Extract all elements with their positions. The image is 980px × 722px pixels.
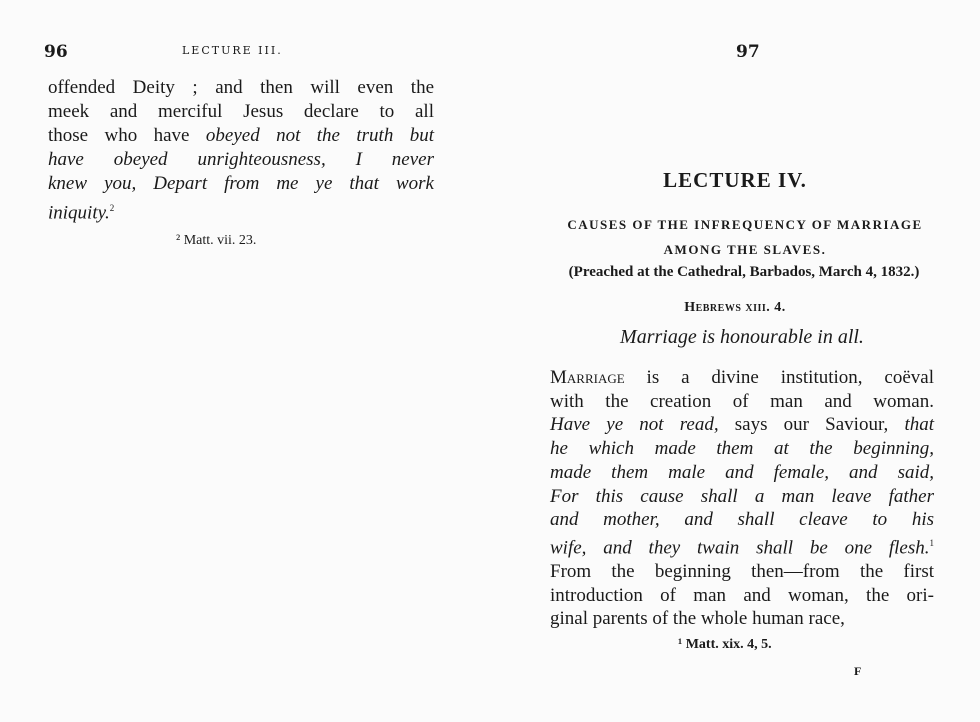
text-line (48, 148, 434, 172)
footnote: ² Matt. vii. 23. (176, 233, 257, 248)
text-segment: For this cause shall a man leave father (550, 485, 934, 507)
text-segment: is a divine institution, coëval (624, 367, 934, 388)
lecture-title: LECTURE IV. (663, 168, 807, 192)
right-page (490, 0, 980, 722)
text-segment: offended Deity ; and then will even the (48, 77, 434, 98)
text-line (48, 172, 434, 196)
text-line (48, 100, 434, 124)
text-line (550, 390, 934, 414)
body-text (550, 366, 934, 631)
text-line (48, 76, 434, 100)
page-number: 97 (736, 42, 760, 62)
footnote: ¹ Matt. xix. 4, 5. (678, 637, 772, 652)
text-segment: those who have (48, 125, 206, 146)
text-segment: From the beginning then—from the first (550, 560, 934, 582)
text-segment: made them male and female, and said, (550, 461, 934, 483)
text-line (550, 413, 934, 437)
subtitle-line-2: AMONG THE SLAVES. (663, 242, 827, 257)
footnote-marker: 1 (929, 537, 934, 548)
text-segment: have obeyed unrighteousness, I never (48, 149, 434, 170)
text-line (550, 532, 934, 560)
footnote-marker: 2 (109, 203, 115, 213)
subtitle-line-1: CAUSES OF THE INFREQUENCY OF MARRIAGE (567, 217, 923, 232)
text-segment: meek and merciful Jesus declare to all (48, 101, 434, 122)
text-line (550, 584, 934, 608)
text-segment: introduction of man and woman, the ori- (550, 584, 934, 606)
text-line (48, 124, 434, 148)
text-segment: iniquity. (48, 202, 110, 224)
signature-mark: F (854, 664, 862, 678)
text-segment: Marriage (550, 367, 625, 388)
text-segment: and mother, and shall cleave to his (550, 509, 934, 531)
text-segment: says our Saviour, (718, 414, 905, 436)
text-segment: obeyed not the truth but (205, 125, 434, 146)
body-text (48, 76, 434, 225)
text-line (550, 366, 934, 390)
text-line (550, 461, 934, 485)
text-line (550, 607, 934, 631)
preached-note: (Preached at the Cathedral, Barbados, March 4, 1832.) (568, 264, 920, 280)
running-head: LECTURE III. (182, 44, 283, 57)
text-segment: wife, and they twain shall be one flesh. (550, 537, 930, 559)
page-number: 96 (44, 42, 68, 62)
text-line (550, 437, 934, 461)
text-segment: he which made them at the beginning, (550, 438, 934, 460)
text-line (550, 508, 934, 532)
text-line (550, 485, 934, 509)
text-segment: that (904, 414, 934, 436)
scripture-reference: Hebrews xiii. 4. (684, 300, 786, 315)
text-line (550, 560, 934, 584)
text-segment: ginal parents of the whole human race, (550, 608, 845, 630)
lecture-subtitle (552, 212, 938, 262)
epigraph: Marriage is honourable in all. (620, 326, 864, 348)
text-line (48, 196, 434, 225)
text-segment: Have ye not read, (550, 414, 719, 436)
text-segment: knew you, Depart from me ye that work (48, 173, 434, 194)
text-segment: with the creation of man and woman. (550, 390, 934, 412)
